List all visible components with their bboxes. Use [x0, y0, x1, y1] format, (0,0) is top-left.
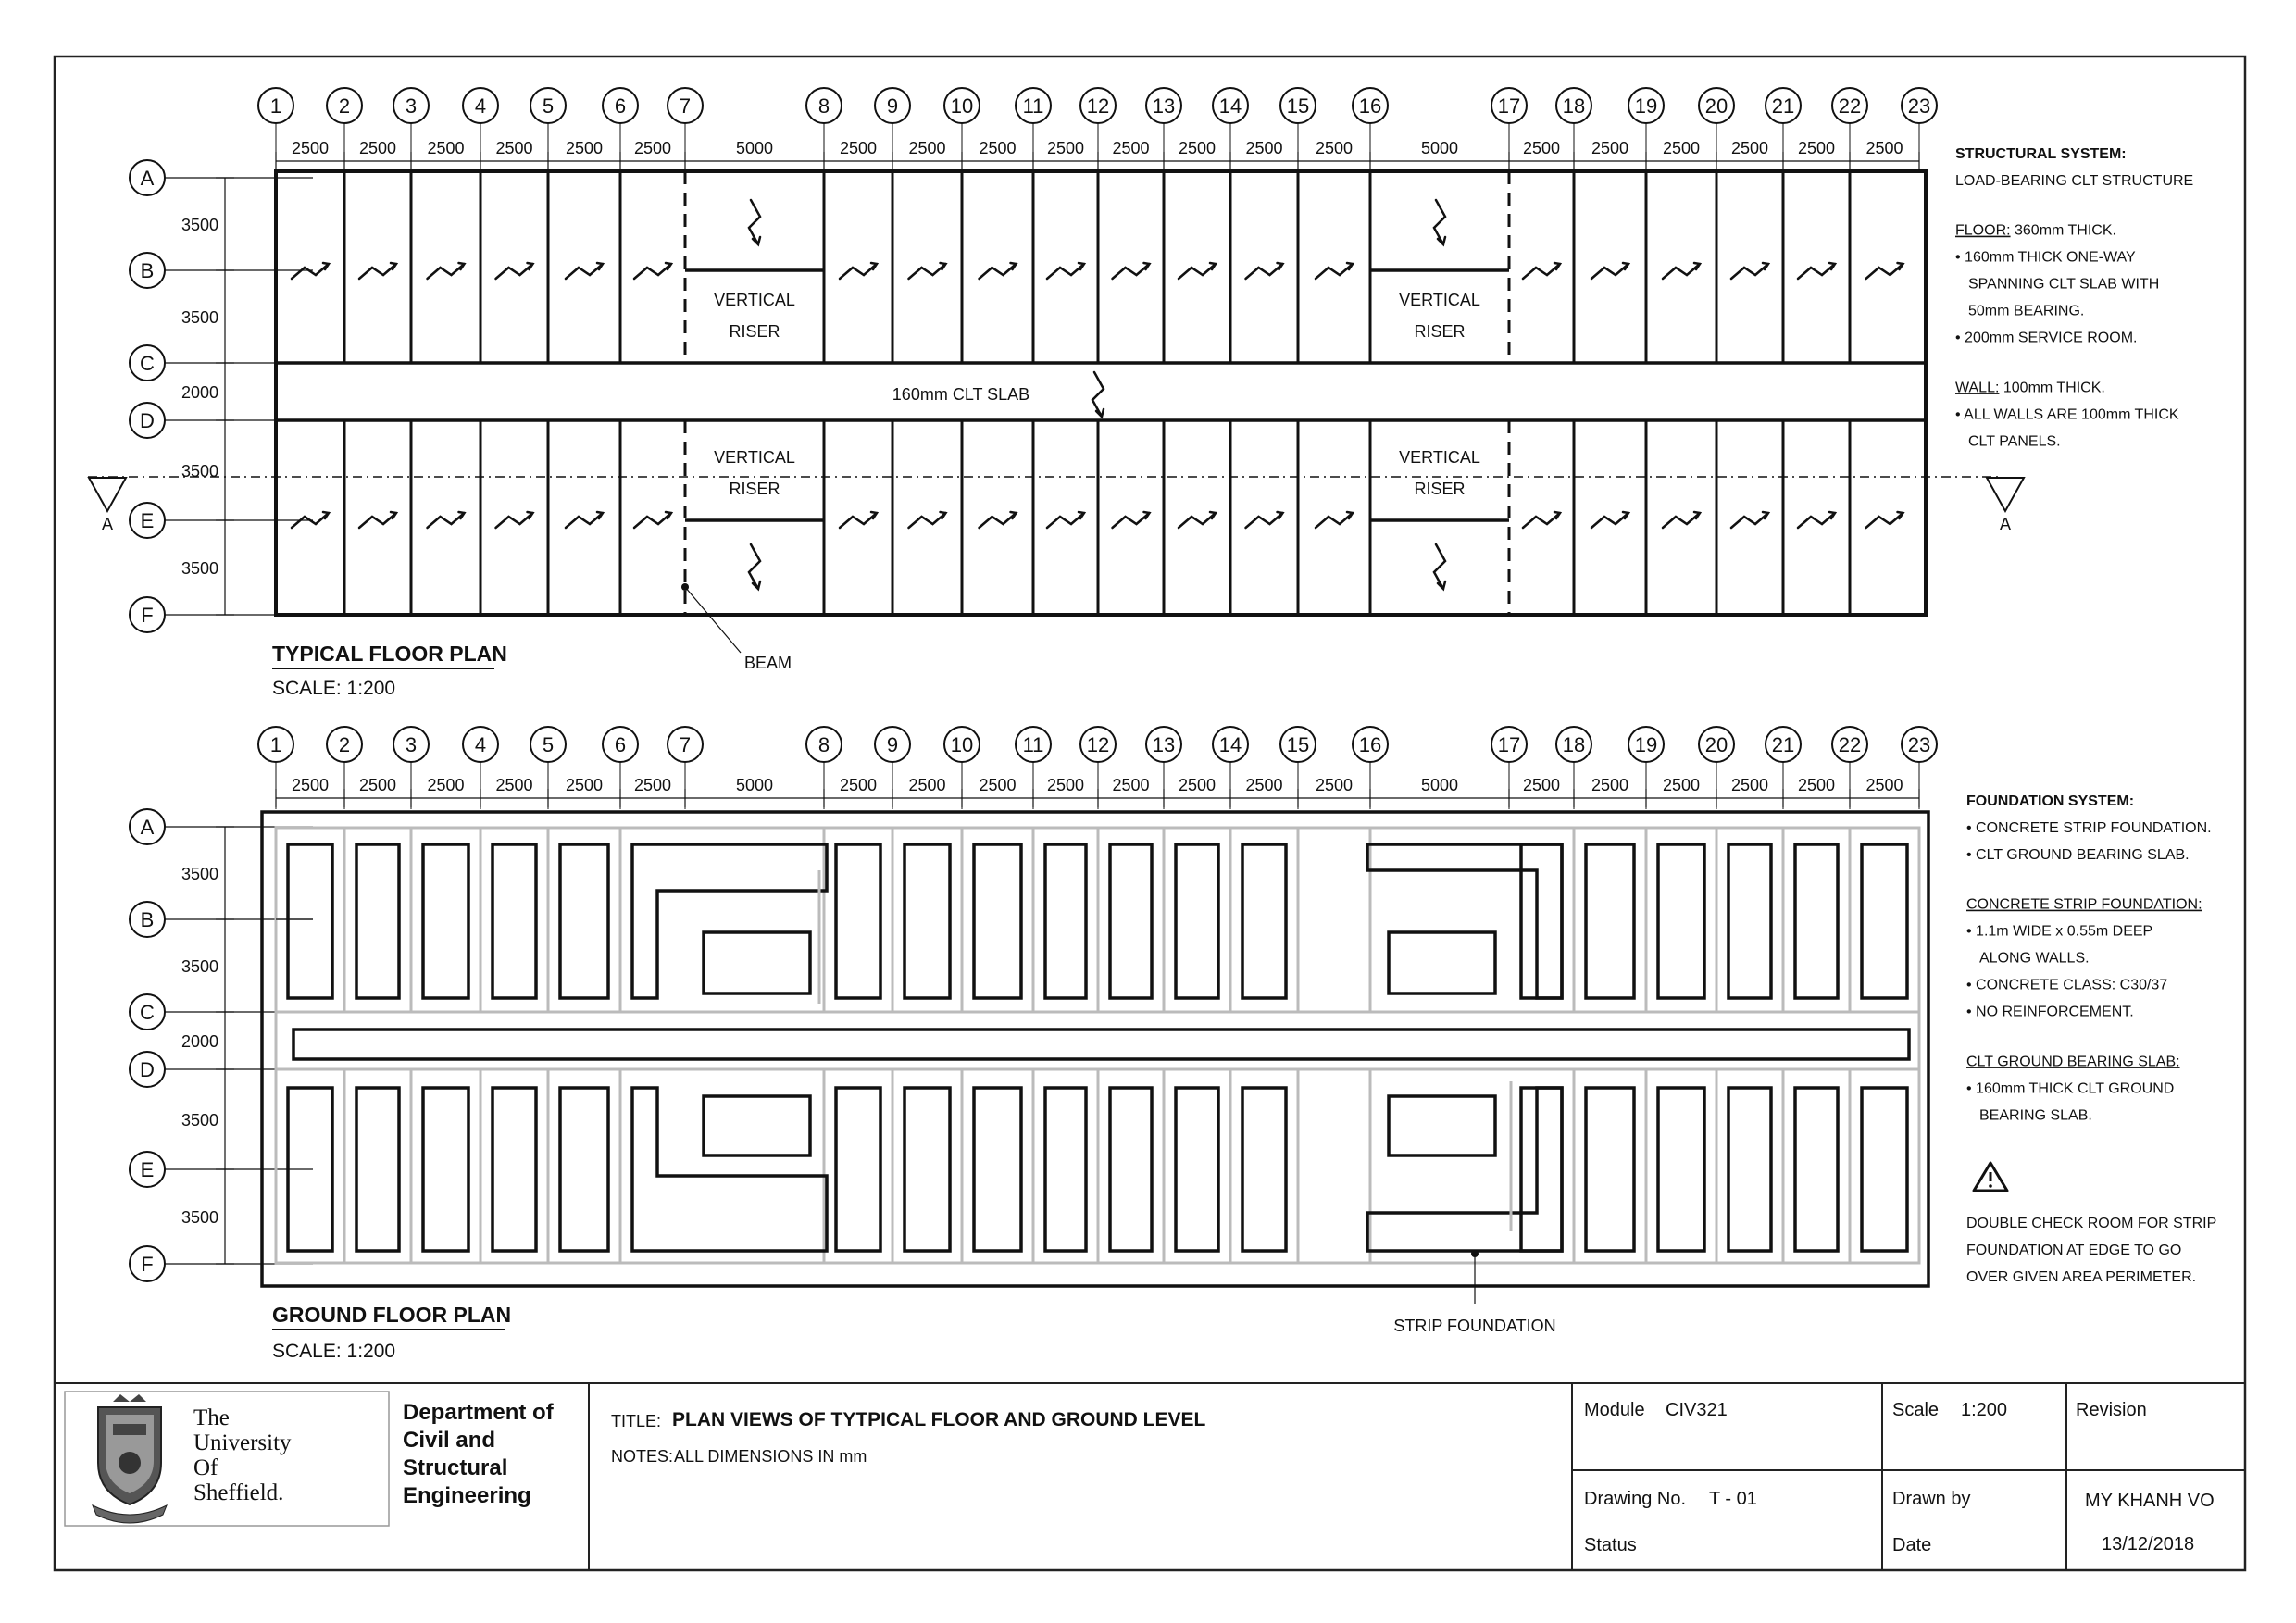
plan-scale: SCALE: 1:200: [272, 1341, 396, 1362]
note-line: LOAD-BEARING CLT STRUCTURE: [1955, 173, 2194, 189]
ground-outline: [262, 812, 1928, 1286]
strip-foundation-pad: [423, 1088, 468, 1251]
strip-foundation-pad: [836, 844, 880, 998]
column-spacing-label: 2500: [495, 139, 533, 157]
plan-title: GROUND FLOOR PLAN: [272, 1303, 512, 1327]
corridor-strip-foundation: [293, 1030, 1909, 1059]
column-spacing-label: 5000: [735, 776, 774, 794]
grid-column-label: 2: [338, 94, 351, 118]
grid-column-label: 23: [1907, 733, 1931, 756]
note-line: • 160mm THICK ONE-WAY: [1955, 249, 2136, 266]
span-direction-mark: [1434, 544, 1445, 589]
drawing-title: PLAN VIEWS OF TYTPICAL FLOOR AND GROUND LEVEL: [672, 1409, 1206, 1430]
grid-column-label: 4: [474, 94, 487, 118]
column-spacing-label: 2500: [427, 776, 465, 794]
grid-row-label: C: [140, 1001, 155, 1024]
university-crest-icon: [93, 1394, 167, 1523]
span-direction-mark: [1316, 512, 1353, 528]
department-line: Engineering: [403, 1483, 531, 1508]
note-line: • 160mm THICK CLT GROUND: [1966, 1080, 2175, 1097]
strip-foundation-pad: [836, 1088, 880, 1251]
column-spacing-label: 2500: [1797, 776, 1836, 794]
span-direction-mark: [749, 544, 760, 589]
column-spacing-label: 5000: [1420, 776, 1459, 794]
grid-column-label: 6: [614, 733, 627, 756]
strip-foundation-pad: [1176, 844, 1218, 998]
strip-foundation-pad: [1521, 1088, 1562, 1251]
strip-foundation-pad: [560, 844, 608, 998]
span-direction-mark: [1731, 512, 1768, 528]
grid-column-label: 14: [1218, 94, 1242, 118]
typical-floor-plan: [88, 88, 2024, 699]
column-spacing-label: 2500: [427, 139, 465, 157]
note-line: 50mm BEARING.: [1968, 303, 2085, 319]
scale-value: 1:200: [1961, 1400, 2008, 1420]
strip-foundation-pad: [905, 844, 950, 998]
column-spacing-label: 2500: [908, 139, 946, 157]
column-spacing-label: 2500: [633, 139, 672, 157]
column-spacing-label: 2500: [1797, 139, 1836, 157]
grid-column-label: 21: [1771, 733, 1795, 756]
grid-column-label: 15: [1286, 94, 1310, 118]
note-line: [1966, 1054, 2180, 1069]
grid-column-label: 12: [1086, 94, 1110, 118]
strip-foundation-pad: [356, 844, 399, 998]
strip-foundation-pad: [1658, 1088, 1704, 1251]
grid-column-label: 10: [950, 733, 974, 756]
grid-column-label: 16: [1358, 94, 1382, 118]
span-direction-mark: [980, 263, 1017, 279]
strip-foundation-pad: [974, 1088, 1021, 1251]
plan-scale: SCALE: 1:200: [272, 678, 396, 699]
riser-label: VERTICAL: [714, 448, 795, 467]
span-direction-mark: [980, 512, 1017, 528]
column-spacing-label: 2500: [1245, 139, 1283, 157]
riser-label: VERTICAL: [714, 291, 795, 309]
strip-foundation-pad: [1586, 1088, 1634, 1251]
department-line: Department of: [403, 1400, 554, 1425]
grid-row-label: C: [140, 352, 155, 375]
grid-row-label: A: [140, 167, 155, 190]
column-spacing-label: 2500: [839, 776, 878, 794]
strip-foundation-pad: [1389, 1096, 1495, 1155]
column-spacing-label: 2500: [1730, 139, 1769, 157]
strip-foundation-pad: [1795, 844, 1838, 998]
note-line: STRUCTURAL SYSTEM:: [1955, 146, 2127, 162]
grid-column-label: 22: [1838, 94, 1862, 118]
ground-floor-plan: [130, 727, 1937, 1362]
riser-label: RISER: [729, 480, 780, 498]
warning-note-line: OVER GIVEN AREA PERIMETER.: [1966, 1269, 2197, 1285]
status-label: Status: [1584, 1535, 1637, 1555]
strip-foundation-pad: [1176, 1088, 1218, 1251]
note-heading-underlined: CONCRETE STRIP FOUNDATION:: [1966, 896, 2202, 913]
column-spacing-label: 2500: [1662, 139, 1701, 157]
warning-note-line: DOUBLE CHECK ROOM FOR STRIP: [1966, 1216, 2217, 1231]
note-line: [1955, 380, 2105, 395]
grid-column-label: 17: [1497, 733, 1521, 756]
grid-column-label: 6: [614, 94, 627, 118]
span-direction-mark: [1866, 263, 1903, 279]
grid-column-label: 7: [679, 733, 692, 756]
grid-column-label: 10: [950, 94, 974, 118]
strip-foundation-pad: [1521, 844, 1562, 998]
strip-foundation-label: STRIP FOUNDATION: [1393, 1317, 1556, 1335]
grid-column-label: 1: [269, 94, 282, 118]
column-spacing-label: 2500: [565, 776, 604, 794]
date-value: 13/12/2018: [2102, 1534, 2195, 1554]
grid-row-label: F: [141, 1253, 154, 1276]
note-line: FOUNDATION SYSTEM:: [1966, 793, 2135, 809]
strip-foundation-pad: [1242, 844, 1286, 998]
row-spacing-label: 3500: [181, 1208, 218, 1227]
span-direction-mark: [1798, 263, 1835, 279]
row-spacing-label: 3500: [181, 462, 218, 481]
column-spacing-label: 2500: [1315, 139, 1354, 157]
riser-label: VERTICAL: [1399, 448, 1480, 467]
column-spacing-label: 2500: [1245, 776, 1283, 794]
grid-column-label: 16: [1358, 733, 1382, 756]
grid-row-label: F: [141, 604, 154, 627]
strip-foundation-pad: [1110, 1088, 1152, 1251]
span-direction-mark: [1798, 512, 1835, 528]
span-direction-mark: [1316, 263, 1353, 279]
grid-column-label: 3: [405, 733, 418, 756]
span-direction-mark: [1246, 512, 1283, 528]
grid-row-label: E: [140, 509, 155, 532]
grid-column-label: 22: [1838, 733, 1862, 756]
note-line: • CONCRETE STRIP FOUNDATION.: [1966, 820, 2212, 836]
grid-row-label: D: [140, 1058, 155, 1081]
column-spacing-label: 2500: [633, 776, 672, 794]
span-direction-mark: [1179, 512, 1216, 528]
grid-column-label: 2: [338, 733, 351, 756]
column-spacing-label: 5000: [1420, 139, 1459, 157]
drawing-number-label: Drawing No.: [1584, 1489, 1687, 1509]
span-direction-mark: [1663, 263, 1700, 279]
strip-foundation-pad: [1586, 844, 1634, 998]
strip-foundation-pad: [1862, 1088, 1907, 1251]
column-spacing-label: 2500: [1591, 776, 1629, 794]
span-direction-mark: [1663, 512, 1700, 528]
grid-row-label: B: [140, 259, 155, 282]
column-spacing-label: 2500: [1522, 139, 1561, 157]
module-value: CIV321: [1666, 1400, 1728, 1420]
drawn-by-value: MY KHANH VO: [2085, 1491, 2215, 1511]
note-heading-underlined: FLOOR:: [1955, 222, 2011, 239]
strip-foundation-l-shape: [632, 1088, 827, 1251]
span-direction-mark: [909, 263, 946, 279]
column-spacing-label: 2500: [1112, 139, 1150, 157]
note-line: [1966, 897, 2202, 913]
strip-foundation-l-shape: [1367, 1088, 1562, 1251]
row-spacing-label: 3500: [181, 216, 218, 234]
note-line: • CLT GROUND BEARING SLAB.: [1966, 847, 2190, 863]
column-spacing-label: 5000: [735, 139, 774, 157]
grid-column-label: 13: [1152, 733, 1176, 756]
strip-foundation-pad: [423, 844, 468, 998]
span-direction-mark: [749, 200, 760, 244]
span-direction-mark: [1092, 372, 1104, 417]
span-direction-mark: [1047, 512, 1084, 528]
span-direction-mark: [909, 512, 946, 528]
note-heading-underlined: WALL:: [1955, 380, 2000, 396]
grid-row-label: D: [140, 409, 155, 432]
grid-column-label: 11: [1022, 94, 1044, 118]
span-direction-mark: [1246, 263, 1283, 279]
strip-foundation-pad: [1242, 1088, 1286, 1251]
span-direction-mark: [634, 512, 671, 528]
span-direction-mark: [496, 263, 533, 279]
university-name-line: University: [193, 1430, 292, 1455]
strip-foundation-l-shape: [632, 844, 827, 998]
warning-note-line: FOUNDATION AT EDGE TO GO: [1966, 1242, 2182, 1258]
span-direction-mark: [1591, 512, 1628, 528]
strip-foundation-pad: [1795, 1088, 1838, 1251]
riser-label: RISER: [1414, 480, 1466, 498]
strip-foundation-pad: [356, 1088, 399, 1251]
grid-column-label: 20: [1704, 733, 1728, 756]
grid-column-label: 18: [1562, 94, 1586, 118]
grid-column-label: 17: [1497, 94, 1521, 118]
riser-label: RISER: [1414, 322, 1466, 341]
strip-foundation-pad: [1658, 844, 1704, 998]
strip-foundation-pad: [1389, 932, 1495, 993]
span-direction-mark: [1179, 263, 1216, 279]
column-spacing-label: 2500: [495, 776, 533, 794]
column-spacing-label: 2500: [358, 139, 397, 157]
span-direction-mark: [1113, 263, 1150, 279]
column-spacing-label: 2500: [979, 776, 1017, 794]
department-line: Structural: [403, 1455, 508, 1480]
department-line: Civil and: [403, 1428, 496, 1453]
span-direction-mark: [496, 512, 533, 528]
column-spacing-label: 2500: [1591, 139, 1629, 157]
warning-triangle-icon: [1989, 1184, 1992, 1188]
university-name-line: Sheffield.: [193, 1480, 284, 1505]
strip-foundation-pad: [560, 1088, 608, 1251]
note-heading-rest: 100mm THICK.: [1999, 380, 2105, 396]
grid-column-label: 5: [542, 94, 555, 118]
strip-foundation-l-shape: [1367, 844, 1562, 998]
column-spacing-label: 2500: [565, 139, 604, 157]
strip-foundation-pad: [704, 1096, 810, 1155]
strip-foundation-pad: [493, 844, 536, 998]
span-direction-mark: [1523, 263, 1560, 279]
note-line: SPANNING CLT SLAB WITH: [1968, 276, 2160, 293]
row-spacing-label: 2000: [181, 1032, 218, 1051]
grid-column-label: 19: [1634, 733, 1658, 756]
note-line: • ALL WALLS ARE 100mm THICK: [1955, 406, 2179, 423]
corridor-slab-label: 160mm CLT SLAB: [892, 385, 1030, 404]
row-spacing-label: 3500: [181, 1111, 218, 1130]
grid-column-label: 11: [1022, 733, 1044, 756]
notes-label: NOTES:: [611, 1447, 674, 1466]
grid-column-label: 21: [1771, 94, 1795, 118]
university-name-line: The: [193, 1405, 230, 1430]
span-direction-mark: [1047, 263, 1084, 279]
strip-foundation-pad: [288, 844, 332, 998]
grid-column-label: 15: [1286, 733, 1310, 756]
module-label: Module: [1584, 1400, 1645, 1420]
grid-column-label: 19: [1634, 94, 1658, 118]
drawing-title-label: TITLE:: [611, 1412, 662, 1430]
notes-value: ALL DIMENSIONS IN mm: [674, 1447, 867, 1466]
strip-foundation-pad: [1862, 844, 1907, 998]
strip-foundation-pad: [905, 1088, 950, 1251]
note-line: ALONG WALLS.: [1979, 950, 2090, 967]
strip-foundation-pad: [1045, 844, 1086, 998]
university-name-line: Of: [193, 1455, 218, 1480]
grid-column-label: 18: [1562, 733, 1586, 756]
scale-label: Scale: [1892, 1400, 1940, 1420]
span-direction-mark: [1434, 200, 1445, 244]
row-spacing-label: 3500: [181, 957, 218, 976]
grid-column-label: 13: [1152, 94, 1176, 118]
span-direction-mark: [359, 512, 396, 528]
section-marker-icon: [1987, 478, 2024, 511]
span-direction-mark: [1866, 512, 1903, 528]
span-direction-mark: [1591, 263, 1628, 279]
grid-column-label: 4: [474, 733, 487, 756]
row-spacing-label: 3500: [181, 865, 218, 883]
note-line: • 1.1m WIDE x 0.55m DEEP: [1966, 923, 2153, 940]
strip-foundation-pad: [493, 1088, 536, 1251]
revision-label: Revision: [2076, 1400, 2147, 1420]
section-marker-icon: [89, 478, 126, 511]
note-heading-underlined: CLT GROUND BEARING SLAB:: [1966, 1054, 2180, 1070]
strip-foundation-pad: [974, 844, 1021, 998]
strip-foundation-pad: [1728, 844, 1771, 998]
drawn-by-label: Drawn by: [1892, 1489, 1971, 1509]
span-direction-mark: [428, 263, 465, 279]
strip-foundation-pad: [704, 932, 810, 993]
grid-column-label: 14: [1218, 733, 1242, 756]
grid-row-label: B: [140, 908, 155, 931]
grid-column-label: 8: [817, 94, 830, 118]
strip-foundation-pad: [1728, 1088, 1771, 1251]
column-spacing-label: 2500: [1866, 139, 1903, 157]
grid-row-label: E: [140, 1158, 155, 1181]
column-spacing-label: 2500: [1866, 776, 1903, 794]
span-direction-mark: [428, 512, 465, 528]
row-spacing-label: 3500: [181, 559, 218, 578]
grid-column-label: 20: [1704, 94, 1728, 118]
grid-column-label: 1: [269, 733, 282, 756]
grid-column-label: 5: [542, 733, 555, 756]
column-spacing-label: 2500: [1112, 776, 1150, 794]
date-label: Date: [1892, 1535, 1932, 1555]
drawing-number-value: T - 01: [1709, 1489, 1757, 1509]
plan-title: TYPICAL FLOOR PLAN: [272, 642, 507, 666]
riser-label: RISER: [729, 322, 780, 341]
span-direction-mark: [359, 263, 396, 279]
column-spacing-label: 2500: [1046, 776, 1085, 794]
beam-label: BEAM: [744, 654, 792, 672]
section-marker-label: A: [1999, 515, 2012, 533]
span-direction-mark: [1731, 263, 1768, 279]
grid-column-label: 3: [405, 94, 418, 118]
span-direction-mark: [1113, 512, 1150, 528]
span-direction-mark: [840, 512, 877, 528]
note-line: • 200mm SERVICE ROOM.: [1955, 330, 2138, 346]
note-line: [1955, 223, 2116, 239]
column-spacing-label: 2500: [839, 139, 878, 157]
span-direction-mark: [840, 263, 877, 279]
column-spacing-label: 2500: [908, 776, 946, 794]
column-spacing-label: 2500: [1178, 139, 1217, 157]
note-line: • CONCRETE CLASS: C30/37: [1966, 977, 2168, 993]
column-spacing-label: 2500: [358, 776, 397, 794]
column-spacing-label: 2500: [291, 139, 330, 157]
row-spacing-label: 3500: [181, 308, 218, 327]
note-line: BEARING SLAB.: [1979, 1107, 2092, 1124]
grid-column-label: 8: [817, 733, 830, 756]
column-spacing-label: 2500: [291, 776, 330, 794]
strip-foundation-pad: [1045, 1088, 1086, 1251]
grid-row-label: A: [140, 816, 155, 839]
column-spacing-label: 2500: [1315, 776, 1354, 794]
column-spacing-label: 2500: [1046, 139, 1085, 157]
note-line: • NO REINFORCEMENT.: [1966, 1004, 2134, 1020]
span-direction-mark: [566, 512, 603, 528]
span-direction-mark: [566, 263, 603, 279]
column-spacing-label: 2500: [1662, 776, 1701, 794]
note-heading-rest: 360mm THICK.: [2010, 222, 2116, 239]
riser-label: VERTICAL: [1399, 291, 1480, 309]
beam-leader-line: [685, 587, 741, 653]
strip-foundation-pad: [1110, 844, 1152, 998]
column-spacing-label: 2500: [979, 139, 1017, 157]
span-direction-mark: [634, 263, 671, 279]
row-spacing-label: 2000: [181, 383, 218, 402]
column-spacing-label: 2500: [1522, 776, 1561, 794]
notes-panel: [1955, 146, 2216, 1285]
section-marker-label: A: [101, 515, 114, 533]
grid-column-label: 7: [679, 94, 692, 118]
span-direction-mark: [1523, 512, 1560, 528]
note-line: CLT PANELS.: [1968, 433, 2061, 450]
grid-column-label: 9: [886, 94, 899, 118]
grid-column-label: 12: [1086, 733, 1110, 756]
grid-column-label: 9: [886, 733, 899, 756]
column-spacing-label: 2500: [1730, 776, 1769, 794]
column-spacing-label: 2500: [1178, 776, 1217, 794]
grid-column-label: 23: [1907, 94, 1931, 118]
